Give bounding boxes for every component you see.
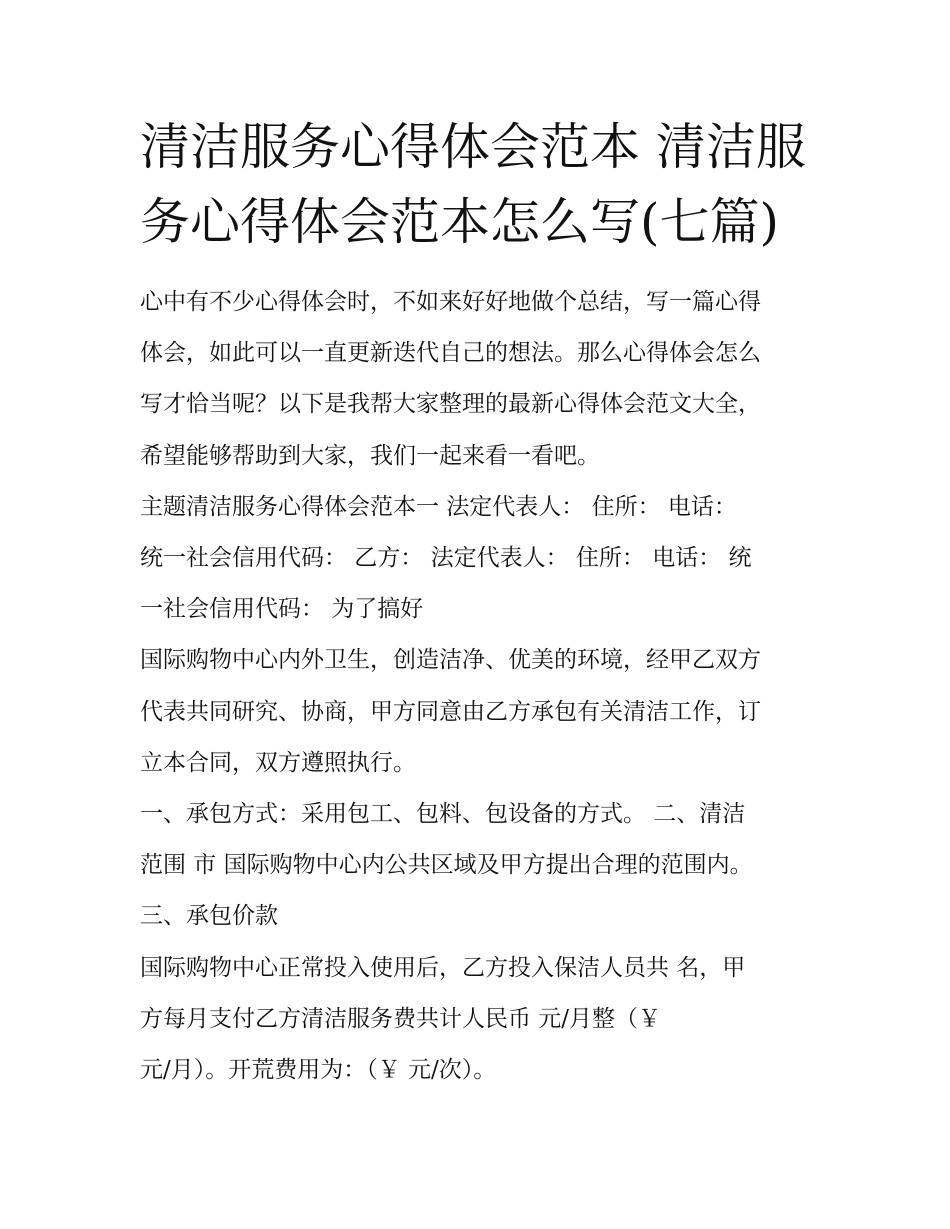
text-line: 三、承包价款 xyxy=(140,903,278,930)
text-line: 方每月支付乙方清洁服务费共计人民币 元/月整（￥ xyxy=(140,1005,662,1032)
text-line: 范围 市 国际购物中心内公共区域及甲方提出合理的范围内。 xyxy=(140,852,753,879)
text-line: 国际购物中心内外卫生，创造洁净、优美的环境，经甲乙双方 xyxy=(140,647,761,674)
text-line: 体会，如此可以一直更新迭代自己的想法。那么心得体会怎么 xyxy=(140,340,761,367)
text-line: 立本合同，双方遵照执行。 xyxy=(140,749,416,776)
document-title xyxy=(140,110,820,260)
text-line: 代表共同研究、协商，甲方同意由乙方承包有关清洁工作，订 xyxy=(140,698,761,725)
text-line: 一社会信用代码： 为了搞好 xyxy=(140,596,424,623)
text-line: 一、承包方式：采用包工、包料、包设备的方式。 二、清洁 xyxy=(140,801,746,828)
text-line: 统一社会信用代码： 乙方： 法定代表人： 住所： 电话： 统 xyxy=(140,545,752,572)
title-line: 清洁服务心得体会范本 清洁服 xyxy=(140,118,806,176)
text-line: 心中有不少心得体会时，不如来好好地做个总结，写一篇心得 xyxy=(140,289,761,315)
parties-paragraph xyxy=(140,482,830,636)
text-line: 元/月）。开荒费用为：（￥ 元/次）。 xyxy=(140,1057,497,1084)
document-body xyxy=(140,277,830,1096)
clauses-paragraph xyxy=(140,789,830,943)
purpose-paragraph xyxy=(140,635,830,789)
title-line: 务心得体会范本怎么写(七篇) xyxy=(140,193,780,251)
price-paragraph xyxy=(140,943,830,1097)
text-line: 国际购物中心正常投入使用后，乙方投入保洁人员共 名，甲 xyxy=(140,954,746,981)
intro-paragraph xyxy=(140,277,830,482)
text-line: 希望能够帮助到大家，我们一起来看一看吧。 xyxy=(140,442,600,469)
text-line: 写才恰当呢？以下是我帮大家整理的最新心得体会范文大全， xyxy=(140,391,761,418)
text-line: 主题清洁服务心得体会范本一 法定代表人： 住所： 电话： xyxy=(140,493,737,520)
